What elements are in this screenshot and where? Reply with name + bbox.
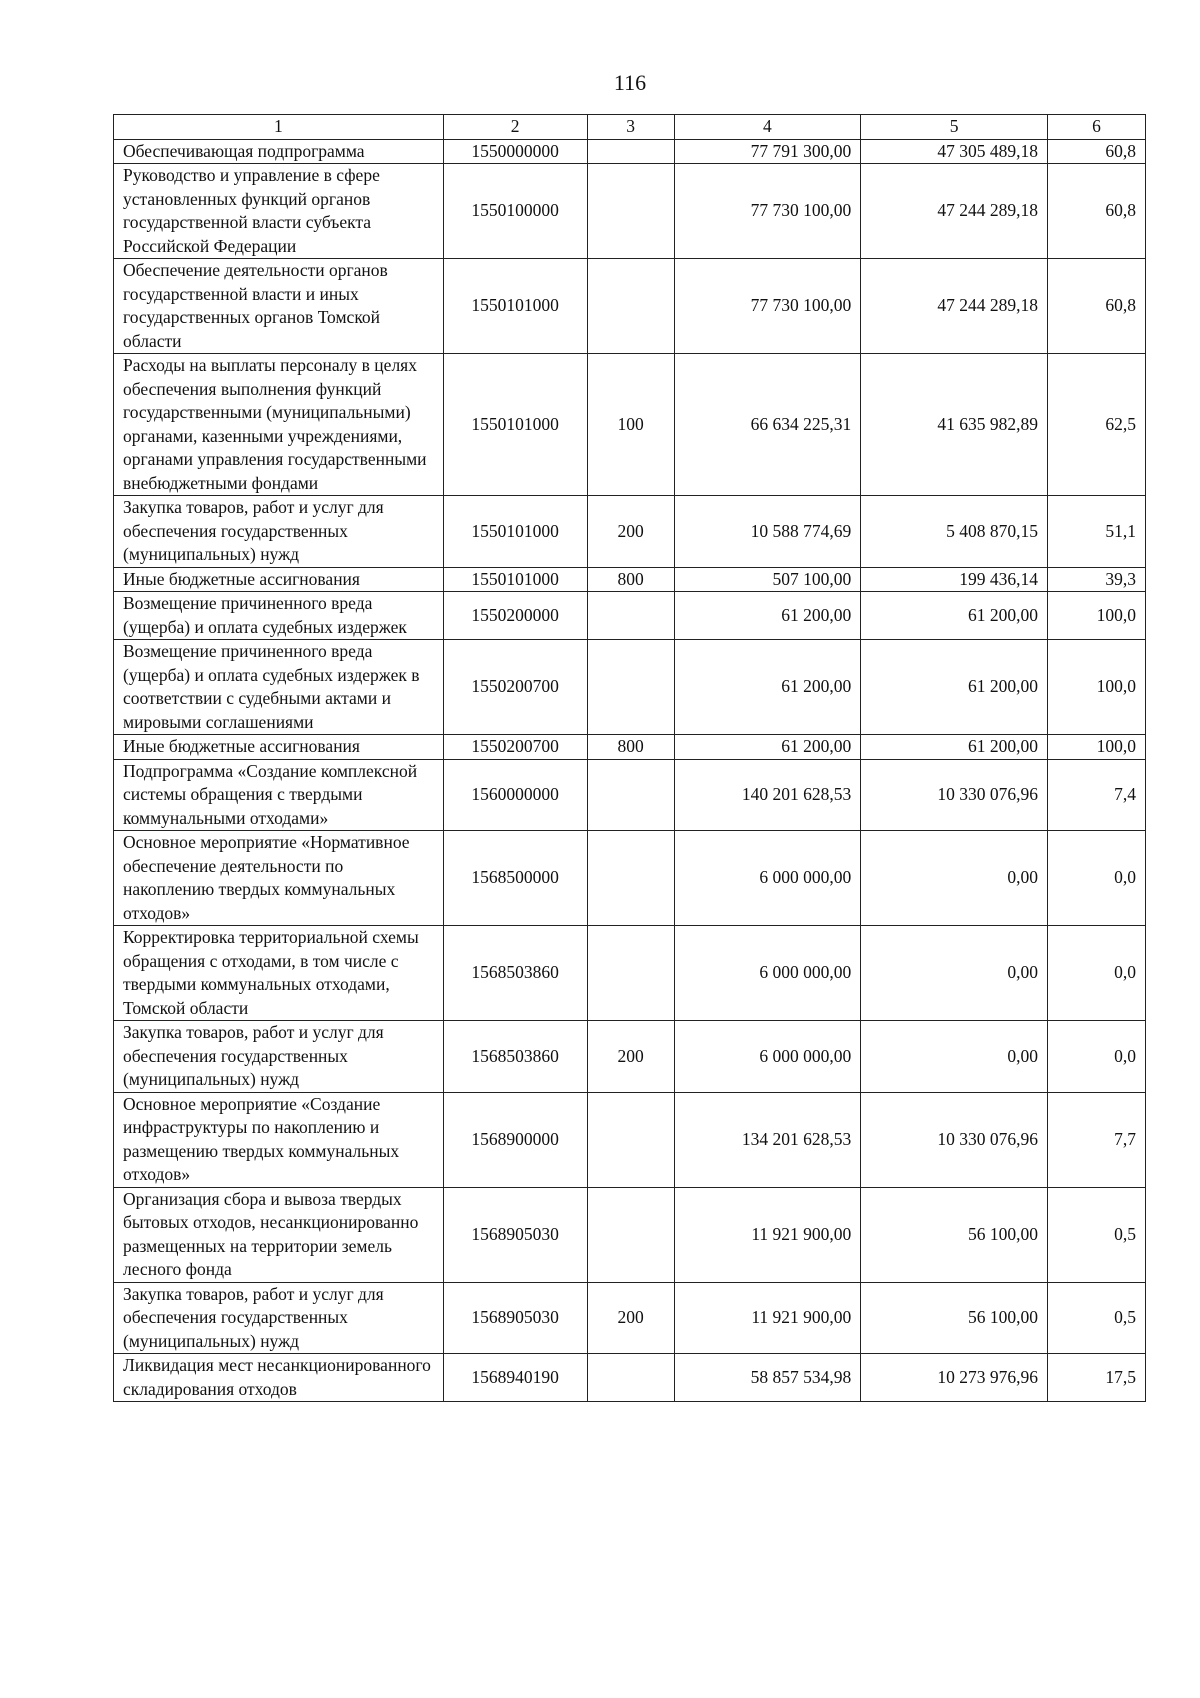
column-number: 2 (443, 115, 587, 140)
row-percent: 100,0 (1048, 592, 1146, 640)
row-fact: 47 244 289,18 (861, 259, 1048, 354)
row-kvr (587, 640, 674, 735)
row-plan: 58 857 534,98 (674, 1354, 861, 1402)
row-percent: 100,0 (1048, 735, 1146, 760)
table-row (114, 926, 1146, 1021)
row-kvr (587, 1354, 674, 1402)
row-code: 1568503860 (443, 926, 587, 1021)
row-name: Основное мероприятие «Создание инфраструктуры по накоплению и размещению твердых коммунальных отходов» (114, 1092, 444, 1187)
column-number: 4 (674, 115, 861, 140)
row-plan: 77 730 100,00 (674, 259, 861, 354)
row-fact: 10 273 976,96 (861, 1354, 1048, 1402)
row-plan: 134 201 628,53 (674, 1092, 861, 1187)
table-row (114, 567, 1146, 592)
row-code: 1550101000 (443, 259, 587, 354)
row-percent: 51,1 (1048, 496, 1146, 568)
row-name: Корректировка территориальной схемы обращения с отходами, в том числе с твердыми коммунальных отходами, Томской области (114, 926, 444, 1021)
row-name: Организация сбора и вывоза твердых бытовых отходов, несанкционированно размещенных на территории земель лесного фонда (114, 1187, 444, 1282)
row-name: Закупка товаров, работ и услуг для обеспечения государственных (муниципальных) нужд (114, 1282, 444, 1354)
row-code: 1568905030 (443, 1187, 587, 1282)
row-name: Закупка товаров, работ и услуг для обеспечения государственных (муниципальных) нужд (114, 1021, 444, 1093)
row-name: Расходы на выплаты персоналу в целях обеспечения выполнения функций государственными (муниципальными) органами, казенными учреждениями, органами управления государственными внебюджетными фондами (114, 354, 444, 496)
table-row (114, 759, 1146, 831)
column-number-header (114, 115, 1146, 140)
row-percent: 100,0 (1048, 640, 1146, 735)
row-percent: 7,4 (1048, 759, 1146, 831)
row-kvr: 200 (587, 1021, 674, 1093)
row-kvr: 800 (587, 735, 674, 760)
row-kvr (587, 259, 674, 354)
column-number: 3 (587, 115, 674, 140)
row-plan: 77 730 100,00 (674, 164, 861, 259)
row-plan: 140 201 628,53 (674, 759, 861, 831)
row-fact: 47 244 289,18 (861, 164, 1048, 259)
row-code: 1550101000 (443, 567, 587, 592)
row-kvr: 200 (587, 496, 674, 568)
row-code: 1550101000 (443, 496, 587, 568)
page-number: 116 (613, 70, 647, 95)
table-row (114, 1092, 1146, 1187)
row-name: Иные бюджетные ассигнования (114, 735, 444, 760)
row-kvr (587, 1187, 674, 1282)
row-fact: 56 100,00 (861, 1282, 1048, 1354)
row-plan: 11 921 900,00 (674, 1187, 861, 1282)
row-name: Ликвидация мест несанкционированного складирования отходов (114, 1354, 444, 1402)
row-fact: 0,00 (861, 926, 1048, 1021)
row-plan: 66 634 225,31 (674, 354, 861, 496)
row-kvr: 200 (587, 1282, 674, 1354)
row-name: Закупка товаров, работ и услуг для обеспечения государственных (муниципальных) нужд (114, 496, 444, 568)
row-kvr (587, 831, 674, 926)
row-kvr (587, 164, 674, 259)
row-kvr (587, 139, 674, 164)
row-fact: 61 200,00 (861, 592, 1048, 640)
row-name: Обеспечение деятельности органов государственной власти и иных государственных органов Томской области (114, 259, 444, 354)
row-code: 1550000000 (443, 139, 587, 164)
table-row (114, 259, 1146, 354)
table-row (114, 1187, 1146, 1282)
row-percent: 0,5 (1048, 1282, 1146, 1354)
row-percent: 0,0 (1048, 831, 1146, 926)
row-plan: 61 200,00 (674, 735, 861, 760)
row-percent: 0,0 (1048, 926, 1146, 1021)
row-fact: 61 200,00 (861, 640, 1048, 735)
row-name: Возмещение причиненного вреда (ущерба) и оплата судебных издержек (114, 592, 444, 640)
row-percent: 0,0 (1048, 1021, 1146, 1093)
row-plan: 77 791 300,00 (674, 139, 861, 164)
row-kvr (587, 1092, 674, 1187)
table-row (114, 496, 1146, 568)
table-row (114, 640, 1146, 735)
row-kvr (587, 592, 674, 640)
row-plan: 6 000 000,00 (674, 831, 861, 926)
budget-table (113, 114, 1146, 1402)
row-percent: 0,5 (1048, 1187, 1146, 1282)
row-percent: 60,8 (1048, 259, 1146, 354)
table-row (114, 831, 1146, 926)
table-row (114, 139, 1146, 164)
row-plan: 507 100,00 (674, 567, 861, 592)
row-plan: 61 200,00 (674, 640, 861, 735)
row-plan: 6 000 000,00 (674, 1021, 861, 1093)
row-plan: 61 200,00 (674, 592, 861, 640)
row-name: Возмещение причиненного вреда (ущерба) и оплата судебных издержек в соответствии с судебными актами и мировыми соглашениями (114, 640, 444, 735)
row-plan: 11 921 900,00 (674, 1282, 861, 1354)
row-fact: 47 305 489,18 (861, 139, 1048, 164)
row-code: 1550200700 (443, 735, 587, 760)
row-fact: 10 330 076,96 (861, 1092, 1048, 1187)
table-row (114, 1354, 1146, 1402)
table-row (114, 592, 1146, 640)
row-percent: 60,8 (1048, 139, 1146, 164)
row-kvr (587, 926, 674, 1021)
row-name: Основное мероприятие «Нормативное обеспечение деятельности по накоплению твердых коммунальных отходов» (114, 831, 444, 926)
row-name: Обеспечивающая подпрограмма (114, 139, 444, 164)
row-plan: 6 000 000,00 (674, 926, 861, 1021)
column-number: 5 (861, 115, 1048, 140)
row-code: 1560000000 (443, 759, 587, 831)
row-fact: 61 200,00 (861, 735, 1048, 760)
row-kvr (587, 759, 674, 831)
row-code: 1568940190 (443, 1354, 587, 1402)
row-fact: 5 408 870,15 (861, 496, 1048, 568)
row-code: 1550100000 (443, 164, 587, 259)
row-code: 1568905030 (443, 1282, 587, 1354)
row-percent: 60,8 (1048, 164, 1146, 259)
row-code: 1550101000 (443, 354, 587, 496)
row-code: 1568503860 (443, 1021, 587, 1093)
column-number: 6 (1048, 115, 1146, 140)
row-plan: 10 588 774,69 (674, 496, 861, 568)
table-row (114, 1282, 1146, 1354)
row-fact: 0,00 (861, 1021, 1048, 1093)
row-code: 1568500000 (443, 831, 587, 926)
row-fact: 199 436,14 (861, 567, 1048, 592)
row-percent: 7,7 (1048, 1092, 1146, 1187)
row-code: 1550200700 (443, 640, 587, 735)
table-row (114, 735, 1146, 760)
table-body (114, 115, 1146, 1402)
row-percent: 17,5 (1048, 1354, 1146, 1402)
table-row (114, 1021, 1146, 1093)
table-row (114, 354, 1146, 496)
column-number: 1 (114, 115, 444, 140)
row-percent: 39,3 (1048, 567, 1146, 592)
row-fact: 56 100,00 (861, 1187, 1048, 1282)
row-name: Иные бюджетные ассигнования (114, 567, 444, 592)
row-code: 1568900000 (443, 1092, 587, 1187)
row-name: Руководство и управление в сфере установленных функций органов государственной власти субъекта Российской Федерации (114, 164, 444, 259)
row-name: Подпрограмма «Создание комплексной системы обращения с твердыми коммунальными отходами» (114, 759, 444, 831)
row-kvr: 100 (587, 354, 674, 496)
row-code: 1550200000 (443, 592, 587, 640)
row-fact: 10 330 076,96 (861, 759, 1048, 831)
table-row (114, 164, 1146, 259)
row-fact: 41 635 982,89 (861, 354, 1048, 496)
row-fact: 0,00 (861, 831, 1048, 926)
row-kvr: 800 (587, 567, 674, 592)
row-percent: 62,5 (1048, 354, 1146, 496)
